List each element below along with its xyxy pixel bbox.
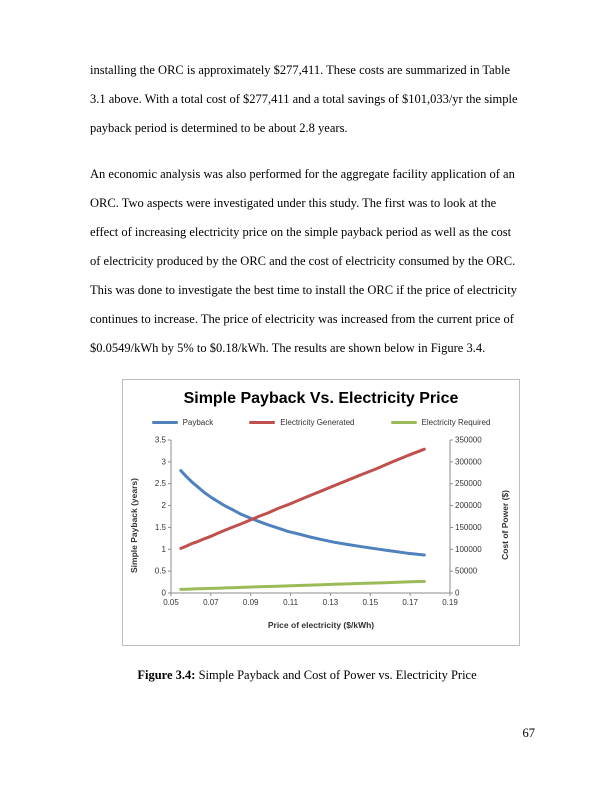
legend-label: Payback	[182, 418, 214, 427]
legend-label: Electricity Generated	[280, 418, 355, 427]
left-tick-label: 3	[161, 457, 166, 467]
left-tick-label: 0.5	[154, 566, 166, 576]
right-tick-label: 50000	[455, 566, 478, 576]
x-tick-label: 0.09	[242, 598, 259, 607]
x-tick-label: 0.15	[362, 598, 379, 607]
legend-label: Electricity Required	[421, 418, 491, 427]
legend-item-electricity-required	[391, 418, 491, 427]
right-tick-label: 150000	[455, 522, 482, 532]
right-tick-label: 100000	[455, 544, 482, 554]
series-line-payback	[181, 471, 424, 555]
x-tick-label: 0.19	[442, 598, 458, 607]
right-tick-label: 300000	[455, 457, 482, 467]
legend-item-payback	[152, 418, 214, 427]
right-axis-title	[498, 431, 512, 619]
paragraph-economic-analysis: An economic analysis was also performed for the aggregate facility application of an ORC. Two aspects were investigated under this study. The first was to look at the effect of increasing electricity price on the simple payback period as well as the cost of electricity produced by the ORC and the cost of electricity consumed by the ORC. This was done to investigate the best time to install the ORC if the price of electricity continues to increase. The price of electricity was increased from the current price of $0.0549/kWh by 5% to $0.18/kWh. The results are shown below in Figure 3.4.	[90, 167, 517, 355]
paragraph-costs-summary: installing the ORC is approximately $277,411. These costs are summarized in Table 3.1 above. With a total cost of $277,411 and a total savings of $101,033/yr the simple payback period is determined to be about 2.8 years.	[90, 63, 518, 135]
x-tick-label: 0.13	[322, 598, 339, 607]
left-tick-label: 3.5	[154, 435, 166, 445]
left-tick-label: 0	[161, 588, 166, 598]
chart-figure	[122, 379, 520, 646]
right-axis-title-text: Cost of Power ($)	[500, 490, 510, 560]
right-tick-label: 200000	[455, 501, 482, 511]
legend-line-swatch	[152, 421, 178, 424]
chart-plot-row	[127, 431, 515, 619]
x-tick-label: 0.07	[203, 598, 219, 607]
left-tick-label: 1.5	[154, 522, 166, 532]
chart-legend	[127, 416, 515, 429]
left-axis-title-text: Simple Payback (years)	[129, 477, 139, 573]
figure-caption-text: Simple Payback and Cost of Power vs. Electricity Price	[195, 668, 477, 682]
right-tick-label: 250000	[455, 479, 482, 489]
left-tick-label: 1	[161, 544, 166, 554]
left-tick-label: 2	[161, 501, 166, 511]
figure-caption-label: Figure 3.4:	[137, 668, 196, 682]
x-tick-label: 0.11	[283, 598, 299, 607]
series-line-electricity-required	[181, 581, 424, 589]
x-tick-label: 0.05	[163, 598, 179, 607]
chart-title: Simple Payback Vs. Electricity Price	[183, 390, 459, 407]
left-axis-title	[127, 431, 141, 619]
page-number: 67	[522, 726, 535, 740]
figure-caption	[90, 668, 524, 683]
page-content	[90, 56, 524, 683]
x-axis-title: Price of electricity ($/kWh)	[267, 620, 375, 630]
left-tick-label: 2.5	[154, 479, 166, 489]
legend-line-swatch	[391, 421, 417, 424]
right-tick-label: 350000	[455, 435, 482, 445]
payback-vs-price-chart	[141, 431, 498, 619]
right-tick-label: 0	[455, 588, 460, 598]
legend-item-electricity-generated	[249, 418, 354, 427]
legend-line-swatch	[249, 421, 275, 424]
x-tick-label: 0.17	[402, 598, 418, 607]
